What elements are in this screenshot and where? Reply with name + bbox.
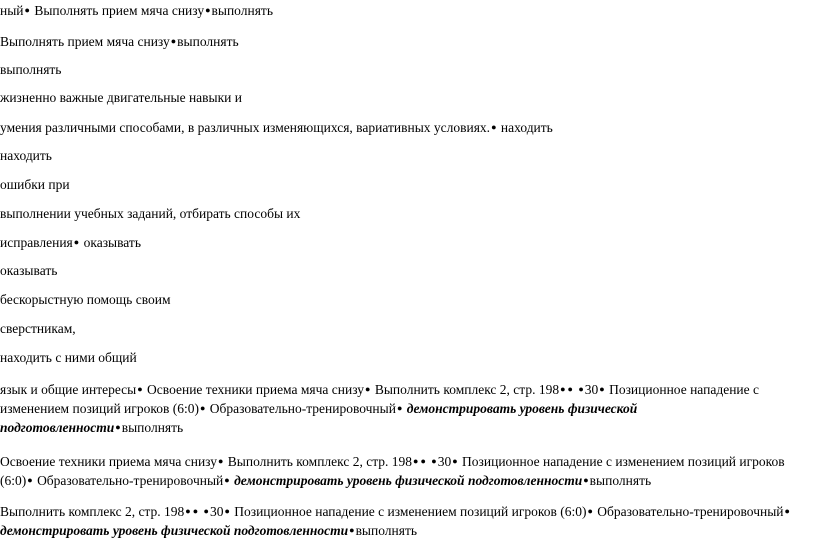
text-line-13: находить с ними общий	[0, 350, 137, 365]
bullet-icon	[430, 454, 437, 469]
bullet-icon	[582, 473, 589, 488]
text-fragment: 30	[584, 382, 599, 397]
bullet-icon	[203, 504, 210, 519]
text-fragment: 30	[209, 504, 224, 519]
bullet-icon	[192, 504, 199, 519]
text-fragment: Позиционное нападение с изменением позиций игроков (6:0)	[0, 454, 785, 488]
text-line-2	[0, 32, 239, 51]
bullet-icon	[223, 473, 230, 488]
text-fragment: язык и общие интересы	[0, 382, 137, 397]
text-fragment: Выполнить комплекс 2, стр. 198	[224, 454, 413, 469]
text-fragment: Выполнять прием мяча снизу	[0, 34, 170, 49]
text-line-12: сверстникам,	[0, 321, 76, 336]
bullet-icon	[586, 504, 593, 519]
bullet-icon	[598, 382, 605, 397]
text-fragment: Образовательно-тренировочный	[206, 401, 396, 416]
bullet-icon	[223, 504, 230, 519]
bullet-icon	[184, 504, 191, 519]
text-fragment: находить	[497, 120, 553, 135]
bullet-icon	[451, 454, 458, 469]
text-line-4: жизненно важные двигательные навыки и	[0, 90, 242, 105]
text-fragment: Позиционное нападение с изменением позиций игроков (6:0)	[230, 504, 587, 519]
text-fragment: Образовательно-тренировочный	[593, 504, 784, 519]
text-paragraph-1	[0, 380, 814, 437]
text-fragment: Образовательно-тренировочный	[33, 473, 224, 488]
emphasis-text: демонстрировать уровень физической подготовленности	[230, 473, 583, 488]
text-line-1	[0, 1, 273, 20]
text-paragraph-2	[0, 452, 814, 490]
text-fragment: исправления	[0, 235, 73, 250]
text-fragment: Позиционное нападение с изменением позиций игроков (6:0)	[0, 382, 760, 416]
bullet-icon	[24, 3, 31, 18]
text-fragment: оказывать	[80, 235, 141, 250]
text-fragment: Выполнить комплекс 2, стр. 198	[371, 382, 560, 397]
bullet-icon	[567, 382, 574, 397]
text-fragment: выполнять	[589, 473, 652, 488]
text-paragraph-3	[0, 502, 814, 540]
emphasis-text: демонстрировать уровень физической подготовленности	[0, 523, 349, 538]
text-fragment: Освоение техники приема мяча снизу	[143, 382, 365, 397]
text-line-9	[0, 233, 141, 252]
text-line-3: выполнять	[0, 62, 62, 77]
text-fragment: выполнять	[121, 420, 184, 435]
text-fragment: Выполнять прием мяча снизу	[30, 3, 205, 18]
bullet-icon	[136, 382, 143, 397]
text-fragment: Выполнить комплекс 2, стр. 198	[0, 504, 185, 519]
text-fragment: Освоение техники приема мяча снизу	[0, 454, 217, 469]
bullet-icon	[559, 382, 566, 397]
bullet-icon	[577, 382, 584, 397]
text-fragment: выполнять	[211, 3, 273, 18]
bullet-icon	[348, 523, 355, 538]
text-line-10: оказывать	[0, 263, 58, 278]
bullet-icon	[419, 454, 426, 469]
bullet-icon	[784, 504, 791, 519]
text-fragment: 30	[437, 454, 452, 469]
bullet-icon	[114, 420, 121, 435]
bullet-icon	[204, 3, 211, 18]
text-line-11: бескорыстную помощь своим	[0, 292, 171, 307]
text-line-6: находить	[0, 148, 52, 163]
text-fragment: выполнять	[355, 523, 418, 538]
text-line-7: ошибки при	[0, 177, 70, 192]
bullet-icon	[490, 120, 497, 135]
text-fragment: умения различными способами, в различных изменяющихся, вариативных условиях.	[0, 120, 491, 135]
text-line-8: выполнении учебных заданий, отбирать способы их	[0, 206, 301, 221]
text-fragment	[199, 504, 202, 519]
bullet-icon	[26, 473, 33, 488]
text-fragment: ный	[0, 3, 24, 18]
emphasis-text: демонстрировать уровень физической подготовленности	[0, 401, 638, 435]
text-line-5	[0, 118, 553, 137]
text-fragment: выполнять	[177, 34, 239, 49]
